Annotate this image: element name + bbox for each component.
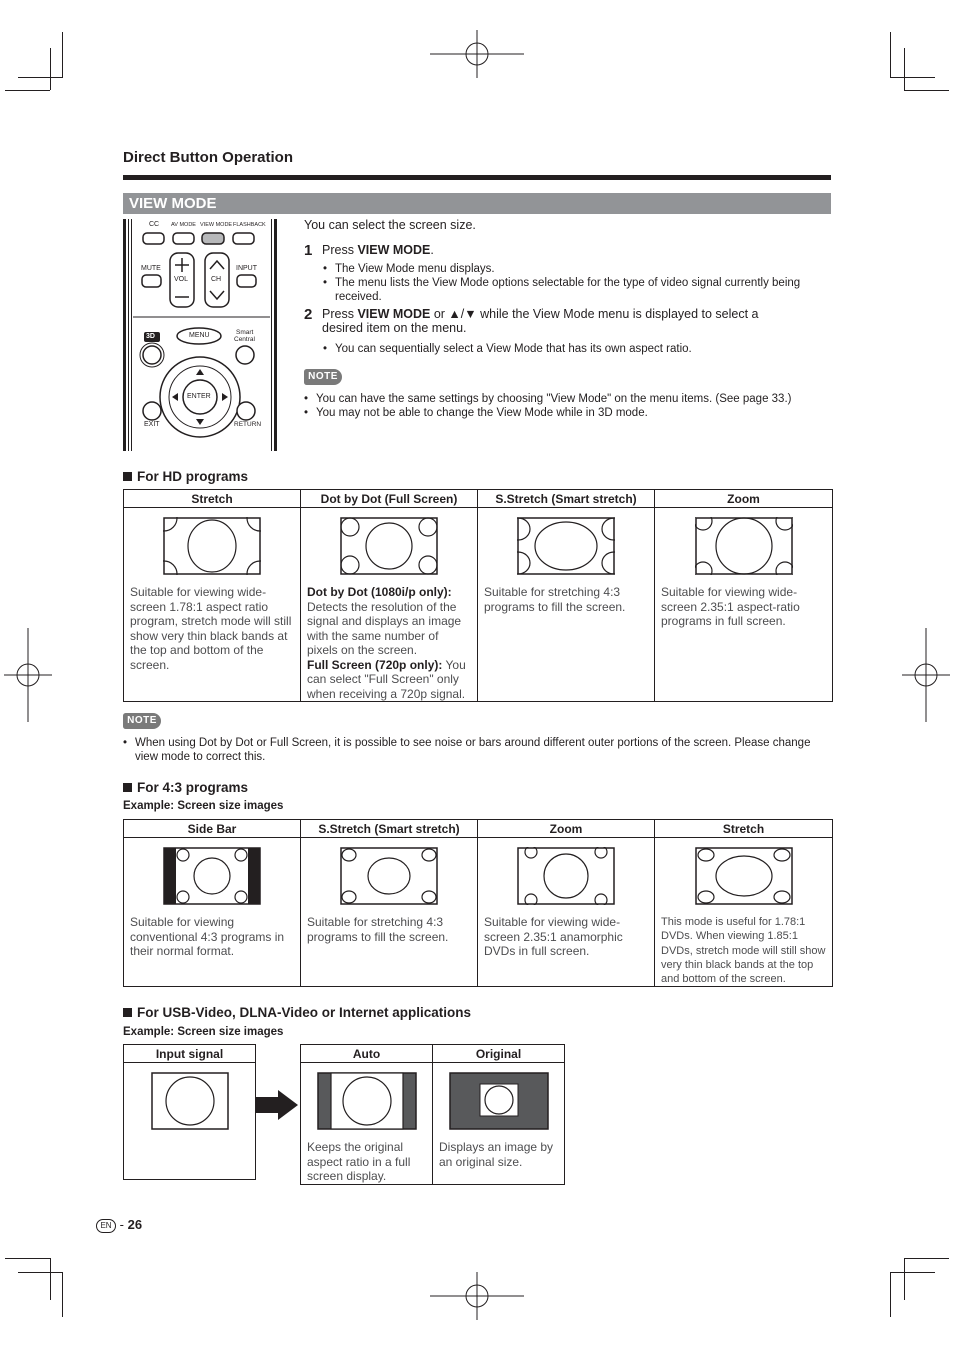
note-1-list (304, 392, 824, 420)
list-item: • When using Dot by Dot or Full Screen, it is possible to see noise or bars around different outer portions of the screen. Please change view mode to correct this. (123, 736, 823, 764)
hd-header-stretch: Stretch (124, 490, 301, 508)
step-1-number: 1 (304, 242, 313, 259)
page-footer: EN - 26 (96, 1217, 142, 1233)
section-title: Direct Button Operation (123, 149, 294, 166)
hd-stretch-description: Suitable for viewing wide-screen 1.78:1 aspect ratio program, stretch mode will still show very thin black bands at the top and bottom of the screen. (130, 585, 292, 672)
43-sstretch-description: Suitable for stretching 4:3 programs to fill the screen. (307, 915, 449, 944)
screen-image-43-zoom (517, 847, 615, 905)
usb-input-table (123, 1044, 256, 1180)
remote-return-label: RETURN (234, 421, 262, 428)
remote-control-illustration (123, 219, 277, 451)
hd-cell-dot-by-dot (301, 508, 478, 702)
list-item: • The menu lists the View Mode options selectable for the type of video signal currently being received. (323, 276, 818, 304)
hd-header-sstretch: S.Stretch (Smart stretch) (478, 490, 655, 508)
screen-image-43-side-bar (163, 847, 261, 905)
screen-image-hd-dot-by-dot (340, 517, 438, 575)
usb-auto-description: Keeps the original aspect ratio in a full screen display. (307, 1140, 411, 1183)
43-side-bar-description: Suitable for viewing conventional 4:3 programs in their normal format. (130, 915, 285, 958)
43-programs-heading: For 4:3 programs (123, 780, 248, 795)
intro-text: You can select the screen size. (304, 218, 476, 232)
hd-cell-sstretch (478, 508, 655, 702)
remote-exit-label: EXIT (144, 421, 160, 428)
43-cell-sstretch (301, 838, 478, 987)
hd-header-dot-by-dot: Dot by Dot (Full Screen) (301, 490, 478, 508)
remote-input-label: INPUT (236, 265, 257, 272)
note-badge: NOTE (123, 713, 161, 729)
screen-image-hd-sstretch (517, 517, 615, 575)
screen-image-43-stretch (695, 847, 793, 905)
hd-zoom-description: Suitable for viewing wide-screen 2.35:1 aspect-ratio programs in full screen. (661, 585, 800, 628)
usb-header-original: Original (433, 1045, 565, 1063)
arrow-keys-icon: ▲/▼ (448, 307, 477, 321)
hd-sstretch-description: Suitable for stretching 4:3 programs to fill the screen. (484, 585, 626, 614)
step-1-text: Press VIEW MODE. (322, 243, 434, 257)
43-cell-side-bar (124, 838, 301, 987)
note-2-list (123, 736, 823, 764)
step-2-text: Press VIEW MODE or ▲/▼ while the View Mode menu is displayed to select a desired item on the menu. (322, 307, 759, 335)
remote-menu-label: MENU (189, 332, 210, 339)
step-2-bullets (323, 342, 818, 356)
page-number: 26 (127, 1217, 143, 1232)
43-example-label: Example: Screen size images (123, 800, 284, 812)
screen-image-43-sstretch (340, 847, 438, 905)
step-2-number: 2 (304, 306, 313, 323)
en-language-badge: EN (96, 1219, 116, 1233)
remote-mute-label: MUTE (141, 265, 161, 272)
usb-cell-original (433, 1063, 565, 1185)
remote-ch-label: CH (211, 276, 222, 283)
hd-header-zoom: Zoom (655, 490, 833, 508)
usb-heading: For USB-Video, DLNA-Video or Internet applications (123, 1005, 471, 1020)
hd-dot-description: Dot by Dot (1080i/p only): Detects the resolution of the signal and displays an image with the same number of pixels on the screen. Full Screen (720p only): You can select "Full Screen" only when receiving a 720p signal. (307, 585, 466, 701)
hd-cell-zoom (655, 508, 833, 702)
remote-3d-label: 3D (146, 333, 155, 340)
remote-central-label: Central (234, 336, 255, 343)
43-stretch-description: This mode is useful for 1.78:1 DVDs. When viewing 1.85:1 DVDs, stretch mode will still show very thin black bands at the top and bottom of the screen. (661, 916, 826, 986)
registration-mark-bottom (430, 1272, 524, 1320)
usb-header-auto: Auto (301, 1045, 433, 1063)
registration-mark-top (430, 30, 524, 78)
43-programs-table (123, 819, 833, 987)
43-zoom-description: Suitable for viewing wide-screen 2.35:1 anamorphic DVDs in full screen. (484, 915, 623, 958)
arrow-right-icon (254, 1088, 300, 1122)
43-header-stretch: Stretch (655, 820, 833, 838)
remote-view-mode-label: VIEW MODE (200, 222, 233, 228)
usb-cell-input (124, 1063, 256, 1180)
43-cell-stretch (655, 838, 833, 987)
remote-cc-label: CC (149, 221, 160, 228)
step-1-bullets (323, 262, 818, 304)
list-item: • You can have the same settings by choosing "View Mode" on the menu items. (See page 33.) (304, 392, 824, 406)
screen-image-auto (317, 1072, 417, 1130)
43-cell-zoom (478, 838, 655, 987)
list-item: • You may not be able to change the View Mode while in 3D mode. (304, 406, 824, 420)
usb-example-label: Example: Screen size images (123, 1026, 284, 1038)
screen-image-hd-zoom (695, 517, 793, 575)
43-header-sstretch: S.Stretch (Smart stretch) (301, 820, 478, 838)
list-item: • You can sequentially select a View Mode that has its own aspect ratio. (323, 342, 818, 356)
remote-vol-label: VOL (174, 276, 189, 283)
hd-programs-heading: For HD programs (123, 469, 248, 484)
remote-smart-label: Smart (236, 329, 254, 336)
registration-mark-left (4, 628, 52, 722)
43-header-side-bar: Side Bar (124, 820, 301, 838)
usb-cell-auto (301, 1063, 433, 1185)
43-header-zoom: Zoom (478, 820, 655, 838)
screen-image-hd-stretch (163, 517, 261, 575)
list-item: • The View Mode menu displays. (323, 262, 818, 276)
remote-enter-label: ENTER (187, 393, 211, 400)
screen-image-input-signal (151, 1072, 229, 1130)
hd-cell-stretch (124, 508, 301, 702)
registration-mark-right (902, 628, 950, 722)
hd-programs-table (123, 489, 833, 702)
usb-header-input-signal: Input signal (124, 1045, 256, 1063)
usb-original-description: Displays an image by an original size. (439, 1140, 554, 1169)
remote-flashback-label: FLASHBACK (233, 222, 266, 228)
remote-av-mode-label: AV MODE (171, 222, 196, 228)
usb-output-table (300, 1044, 565, 1185)
section-rule (123, 175, 831, 180)
screen-image-original (449, 1072, 549, 1130)
view-mode-bar: VIEW MODE (123, 193, 831, 214)
note-badge: NOTE (304, 369, 342, 385)
